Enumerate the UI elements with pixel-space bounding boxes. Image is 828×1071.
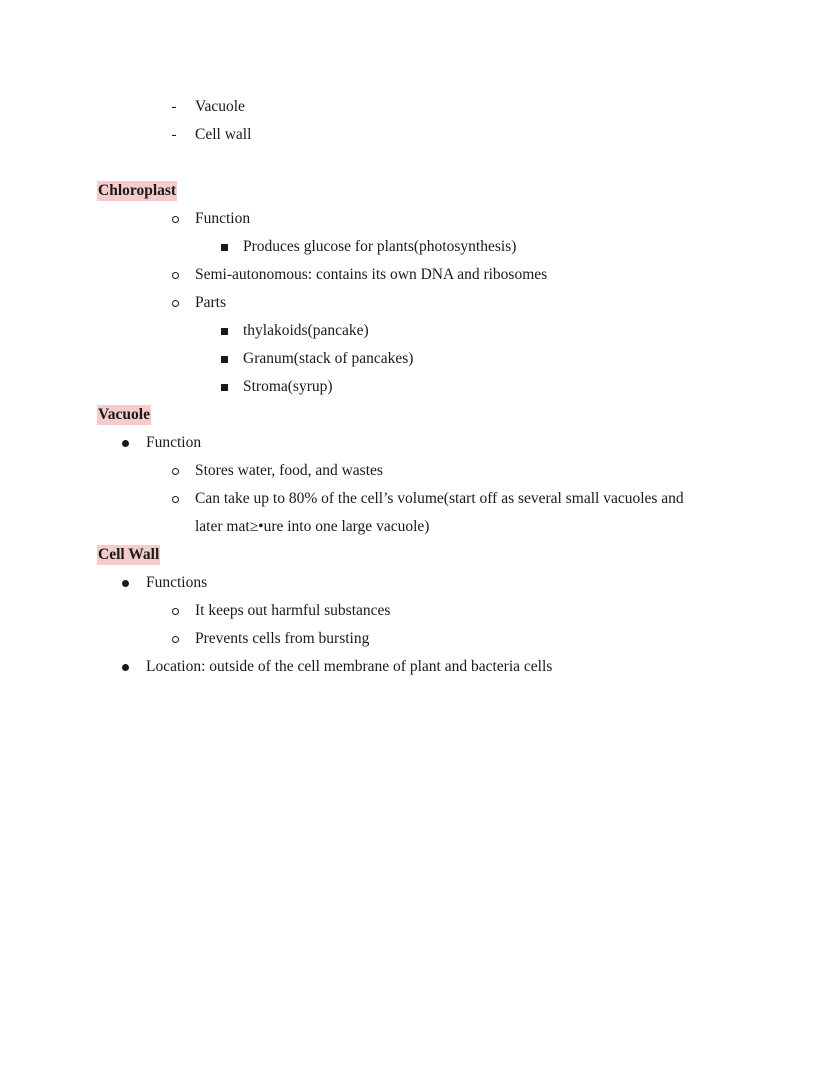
list-item: Vacuole	[195, 98, 245, 115]
hollow-circle-bullet-icon	[172, 468, 179, 475]
square-bullet-icon	[221, 356, 228, 363]
square-bullet-icon	[221, 244, 228, 251]
square-bullet-icon	[221, 328, 228, 335]
filled-disc-bullet-icon	[122, 664, 129, 671]
list-item: Cell wall	[195, 126, 252, 143]
list-item: Parts	[195, 294, 226, 311]
list-item: thylakoids(pancake)	[243, 322, 369, 339]
section-heading-chloroplast: Chloroplast	[98, 182, 177, 199]
list-item: Produces glucose for plants(photosynthesis)	[243, 238, 517, 255]
section-heading-cell-wall: Cell Wall	[98, 546, 160, 563]
hollow-circle-bullet-icon	[172, 300, 179, 307]
hollow-circle-bullet-icon	[172, 272, 179, 279]
list-item: Function	[195, 210, 251, 227]
filled-disc-bullet-icon	[122, 440, 129, 447]
list-item: Can take up to 80% of the cell’s volume(start off as several small vacuoles and	[195, 490, 684, 507]
list-item-continuation: later mat≥•ure into one large vacuole)	[195, 518, 430, 535]
hollow-circle-bullet-icon	[172, 216, 179, 223]
list-item: Function	[146, 434, 202, 451]
list-item: Location: outside of the cell membrane of plant and bacteria cells	[146, 658, 553, 675]
list-item: Granum(stack of pancakes)	[243, 350, 414, 367]
list-item: It keeps out harmful substances	[195, 602, 391, 619]
section-heading-vacuole: Vacuole	[98, 406, 150, 423]
square-bullet-icon	[221, 384, 228, 391]
filled-disc-bullet-icon	[122, 580, 129, 587]
list-item: Stroma(syrup)	[243, 378, 333, 395]
hollow-circle-bullet-icon	[172, 496, 179, 503]
list-item: Prevents cells from bursting	[195, 630, 370, 647]
dash-bullet-icon: -	[171, 127, 177, 143]
list-item: Functions	[146, 574, 208, 591]
dash-bullet-icon: -	[171, 99, 177, 115]
hollow-circle-bullet-icon	[172, 636, 179, 643]
hollow-circle-bullet-icon	[172, 608, 179, 615]
list-item: Stores water, food, and wastes	[195, 462, 383, 479]
list-item: Semi-autonomous: contains its own DNA and ribosomes	[195, 266, 548, 283]
